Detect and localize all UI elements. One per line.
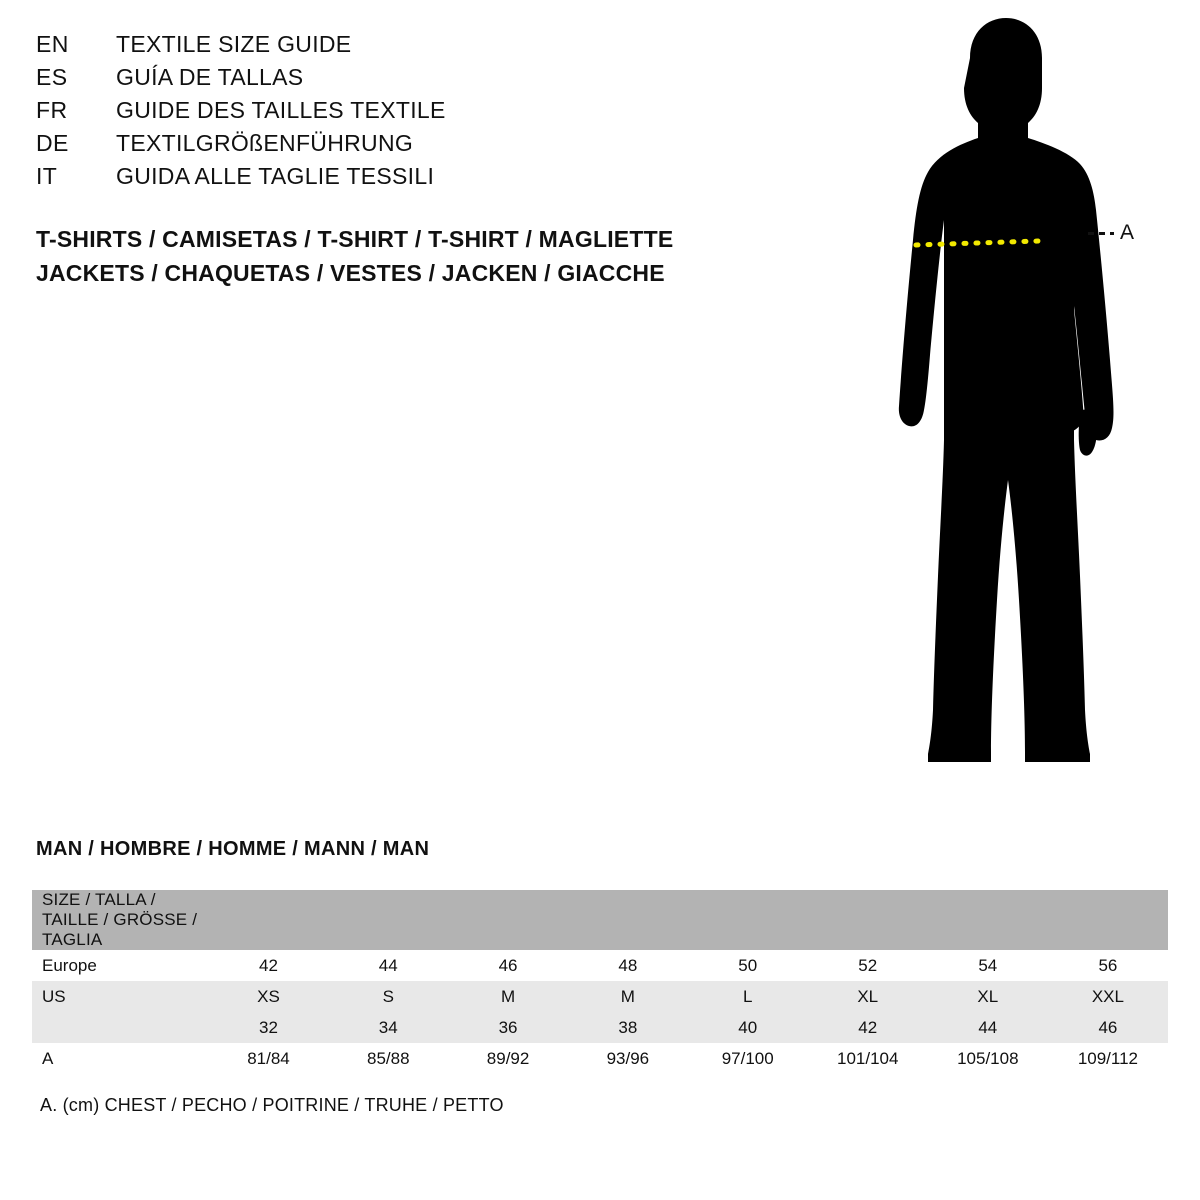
row-label: US [32,981,209,1012]
table-cell: 42 [209,950,329,981]
table-row [32,1043,1168,1074]
table-row [32,1012,1168,1043]
table-cell: 85/88 [328,1043,448,1074]
table-cell: 52 [808,950,928,981]
table-cell: 48 [568,950,688,981]
language-title: TEXTILGRÖßENFÜHRUNG [116,130,414,156]
table-header-spacer [209,890,329,950]
language-row [36,160,736,193]
table-cell: XL [808,981,928,1012]
language-header-block [36,28,736,193]
table-cell: 56 [1048,950,1168,981]
language-row [36,28,736,61]
table-cell: S [328,981,448,1012]
table-cell: L [688,981,808,1012]
measure-leader-dashes [1088,232,1114,235]
language-row [36,61,736,94]
size-table [32,890,1168,1074]
measure-label-a: A [1120,221,1135,244]
table-cell: M [568,981,688,1012]
table-cell: XXL [1048,981,1168,1012]
language-code: FR [36,97,68,123]
table-header-spacer [688,890,808,950]
table-header-spacer [928,890,1048,950]
table-cell: 36 [448,1012,568,1043]
table-cell: XL [928,981,1048,1012]
table-cell: 97/100 [688,1043,808,1074]
language-title: GUIDA ALLE TAGLIE TESSILI [116,163,435,189]
table-cell: 105/108 [928,1043,1048,1074]
table-cell: 101/104 [808,1043,928,1074]
table-cell: XS [209,981,329,1012]
table-cell: 46 [1048,1012,1168,1043]
language-row [36,94,736,127]
garment-categories [36,222,796,290]
table-cell: 81/84 [209,1043,329,1074]
table-cell: 42 [808,1012,928,1043]
table-cell: 50 [688,950,808,981]
table-row [32,981,1168,1012]
table-cell: 40 [688,1012,808,1043]
language-code: EN [36,31,69,57]
table-cell: 38 [568,1012,688,1043]
table-header-spacer [328,890,448,950]
category-tshirts: T-SHIRTS / CAMISETAS / T-SHIRT / T-SHIRT / MAGLIETTE [36,226,674,252]
language-code: ES [36,64,68,90]
language-title: GUÍA DE TALLAS [116,64,304,90]
table-header-row [32,890,1168,950]
silhouette-icon [820,10,1180,800]
table-cell: 93/96 [568,1043,688,1074]
table-cell: 46 [448,950,568,981]
body-silhouette-figure [820,10,1180,800]
language-row [36,127,736,160]
table-footnote: A. (cm) CHEST / PECHO / POITRINE / TRUHE / PETTO [40,1095,504,1115]
table-header-spacer [448,890,568,950]
table-cell: 54 [928,950,1048,981]
table-header-spacer [1048,890,1168,950]
table-section-title: MAN / HOMBRE / HOMME / MANN / MAN [36,838,430,860]
row-label: A [32,1043,209,1074]
table-row [32,950,1168,981]
category-jackets: JACKETS / CHAQUETAS / VESTES / JACKEN / GIACCHE [36,260,665,286]
table-header-label: SIZE / TALLA / TAILLE / GRÖSSE / TAGLIA [32,890,209,950]
table-cell: 44 [328,950,448,981]
table-cell: 32 [209,1012,329,1043]
table-cell: 34 [328,1012,448,1043]
row-label: Europe [32,950,209,981]
table-cell: 44 [928,1012,1048,1043]
table-cell: M [448,981,568,1012]
table-header-spacer [808,890,928,950]
language-title: TEXTILE SIZE GUIDE [116,31,352,57]
table-header-spacer [568,890,688,950]
row-label [32,1012,209,1043]
table-cell: 89/92 [448,1043,568,1074]
table-cell: 109/112 [1048,1043,1168,1074]
language-title: GUIDE DES TAILLES TEXTILE [116,97,446,123]
language-code: IT [36,163,58,189]
language-code: DE [36,130,69,156]
